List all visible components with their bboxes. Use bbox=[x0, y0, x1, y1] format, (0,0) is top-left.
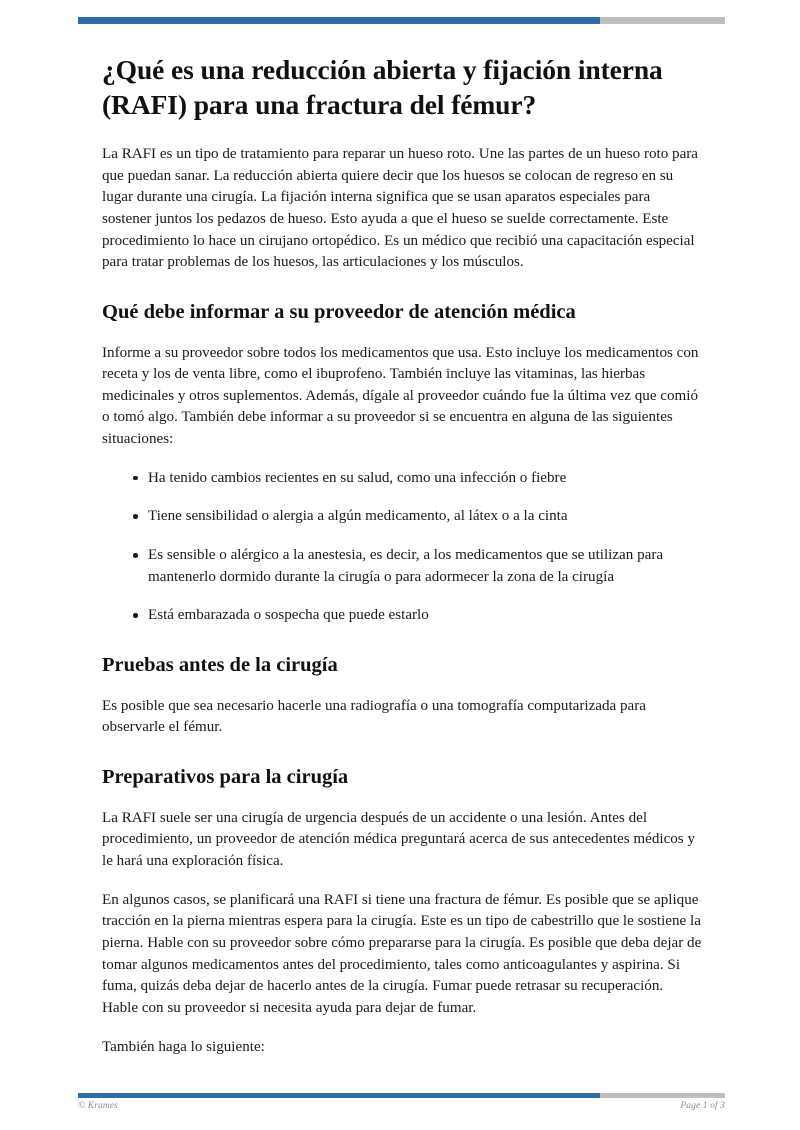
footer-divider-rule bbox=[78, 1093, 725, 1098]
bullet-dot-icon bbox=[133, 553, 138, 558]
list-item bbox=[102, 605, 702, 627]
bullet-dot-icon bbox=[133, 476, 138, 481]
list-item bbox=[102, 545, 702, 588]
list-item bbox=[102, 468, 702, 490]
list-item-text: Es sensible o alérgico a la anestesia, es decir, a los medicamentos que se utilizan para mantenerlo dormido durante la cirugía o para adormecer la zona de la cirugía bbox=[148, 547, 664, 585]
inform-provider-bullet-list bbox=[102, 468, 702, 627]
page-footer bbox=[78, 1101, 725, 1111]
section-heading-surgery-preparation: Preparativos para la cirugía bbox=[102, 766, 349, 788]
page-title: ¿Qué es una reducción abierta y fijación interna (RAFI) para una fractura del fémur? bbox=[102, 54, 663, 121]
surgery-preparation-paragraph-2: En algunos casos, se planificará una RAFI si tiene una fractura de fémur. Es posible que se aplique tracción en la pierna mientras espera para la cirugía. Este es un tipo de cabestrillo que le sostiene la pierna. Hable con su proveedor sobre cómo prepararse para la cirugía. Es posible que deba dejar de tomar algunos medicamentos antes del procedimiento, tales como anticoagulantes y aspirina. Si fuma, quizás deba dejar de hacerlo antes de la cirugía. Fumar puede retrasar su recuperación. Hable con su proveedor si necesita ayuda para dejar de fumar. bbox=[102, 891, 702, 1016]
section-heading-tests-before-surgery: Pruebas antes de la cirugía bbox=[102, 654, 338, 677]
header-rule-blue-segment bbox=[78, 17, 600, 24]
list-item-text: Tiene sensibilidad o alergia a algún medicamento, al látex o a la cinta bbox=[148, 508, 568, 525]
section-paragraph-inform-provider: Informe a su proveedor sobre todos los medicamentos que usa. Esto incluye los medicamentos con receta y los de venta libre, como el ibuprofeno. También incluye las vitaminas, las hierbas medicinales y otros suplementos. Además, dígale al proveedor cuándo fue la última vez que comió o tomó algo. También debe informar a su proveedor si se encuentra en alguna de las siguientes situaciones: bbox=[102, 344, 699, 448]
section-heading-inform-provider: Qué debe informar a su proveedor de atención médica bbox=[102, 300, 576, 323]
intro-paragraph: La RAFI es un tipo de tratamiento para reparar un hueso roto. Une las partes de un hueso roto para que puedan sanar. La reducción abierta quiere decir que los huesos se colocan de regreso en su lugar durante una cirugía. La fijación interna significa que se usan aparatos especiales para sostener juntos los pedazos de hueso. Esto ayuda a que el hueso se suelde correctamente. Este procedimiento lo hace un cirujano ortopédico. Es un médico que recibió una capacitación especial para tratar problemas de los huesos, las articulaciones y los músculos. bbox=[102, 145, 699, 271]
footer-rule-gray-segment bbox=[600, 1093, 725, 1098]
footer-page-number: Page 1 of 3 bbox=[680, 1101, 725, 1111]
list-item bbox=[102, 506, 702, 528]
section-paragraph-tests-before-surgery: Es posible que sea necesario hacerle una radiografía o una tomografía computarizada para observarle el fémur. bbox=[102, 697, 646, 736]
header-divider-rule bbox=[78, 17, 725, 24]
footer-copyright: © Krames bbox=[78, 1101, 118, 1111]
bullet-dot-icon bbox=[133, 613, 138, 618]
list-item-text: Ha tenido cambios recientes en su salud, como una infección o fiebre bbox=[148, 469, 567, 486]
header-rule-gray-segment bbox=[600, 17, 725, 24]
list-item-text: Está embarazada o sospecha que puede estarlo bbox=[148, 607, 429, 624]
bullet-dot-icon bbox=[133, 514, 138, 519]
footer-rule-blue-segment bbox=[78, 1093, 600, 1098]
surgery-preparation-paragraph-3: También haga lo siguiente: bbox=[102, 1038, 265, 1055]
document-content bbox=[102, 52, 702, 1075]
surgery-preparation-paragraph-1: La RAFI suele ser una cirugía de urgencia después de un accidente o una lesión. Antes del procedimiento, un proveedor de atención médica preguntará acerca de sus antecedentes médicos y le hará una exploración física. bbox=[102, 809, 696, 869]
